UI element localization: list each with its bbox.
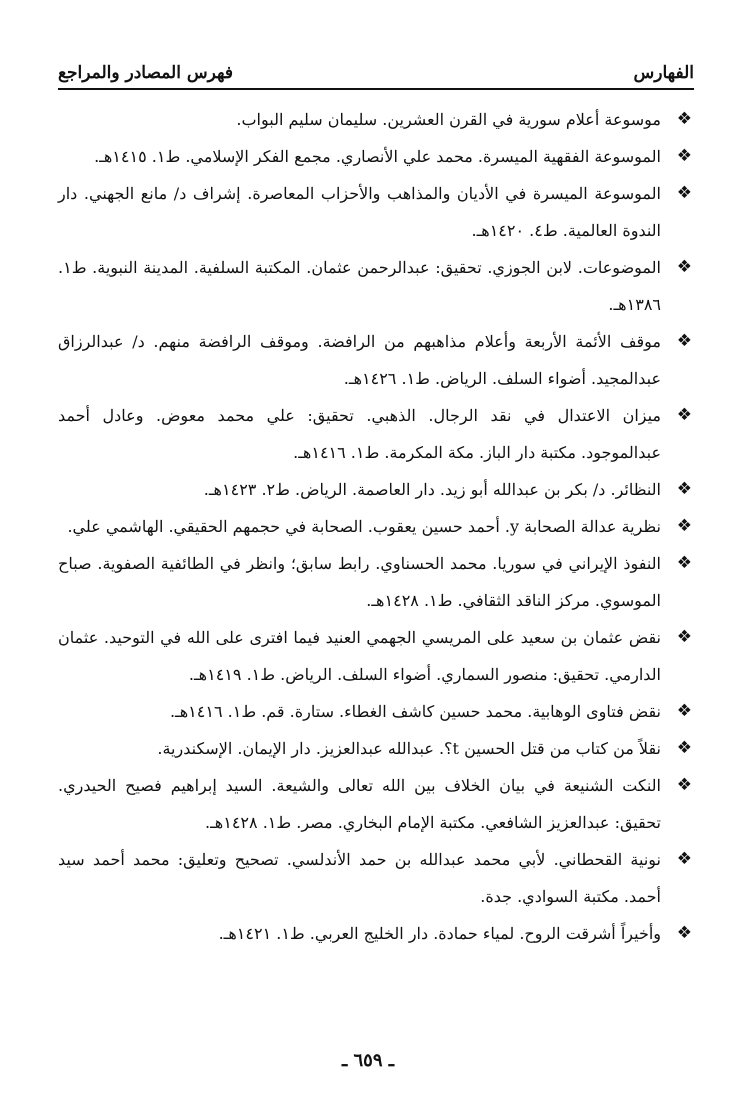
reference-text: نقض فتاوى الوهابية. محمد حسين كاشف الغطاء. ستارة. قم. ط١. ١٤١٦هـ. (169, 702, 661, 721)
reference-text: نظرية عدالة الصحابة y. أحمد حسين يعقوب. الصحابة في حجمهم الحقيقي. الهاشمي علي. (67, 517, 661, 536)
reference-entry (58, 508, 694, 545)
reference-text: موسوعة أعلام سورية في القرن العشرين. سليمان سليم البواب. (236, 110, 661, 129)
reference-text: نقض عثمان بن سعيد على المريسي الجهمي العنيد فيما افترى على الله في التوحيد. عثمان الدارمي. تحقيق: منصور السماري. أضواء السلف. الرياض. ط١. ١٤١٩هـ. (58, 628, 661, 684)
bullet-icon: ❖ (676, 627, 692, 647)
bullet-icon: ❖ (676, 331, 692, 351)
reference-entry (58, 841, 694, 915)
bullet-icon: ❖ (676, 183, 692, 203)
reference-entry (58, 101, 694, 138)
bullet-icon: ❖ (676, 701, 692, 721)
bullet-icon: ❖ (676, 146, 692, 166)
reference-entry (58, 619, 694, 693)
reference-entry (58, 915, 694, 952)
header-chapter-title: فهرس المصادر والمراجع (58, 63, 233, 83)
reference-text: الموسوعة الفقهية الميسرة. محمد علي الأنصاري. مجمع الفكر الإسلامي. ط١. ١٤١٥هـ. (94, 147, 661, 166)
reference-entry (58, 323, 694, 397)
bullet-icon: ❖ (676, 849, 692, 869)
reference-entry (58, 175, 694, 249)
reference-text: موقف الأئمة الأربعة وأعلام مذاهبهم من الرافضة. وموقف الرافضة منهم. د/ عبدالرزاق عبدالمجيد. أضواء السلف. الرياض. ط١. ١٤٢٦هـ. (58, 332, 661, 388)
reference-entry (58, 693, 694, 730)
reference-text: الموضوعات. لابن الجوزي. تحقيق: عبدالرحمن عثمان. المكتبة السلفية. المدينة النبوية. ط١. ١٣٨٦هـ. (58, 258, 661, 314)
reference-text: النفوذ الإيراني في سوريا. محمد الحسناوي. رابط سابق؛ وانظر في الطائفية الصفوية. صباح الموسوي. مركز الناقد الثقافي. ط١. ١٤٢٨هـ. (58, 554, 661, 610)
reference-entry (58, 767, 694, 841)
reference-entry (58, 730, 694, 767)
reference-text: النظائر. د/ بكر بن عبدالله أبو زيد. دار العاصمة. الرياض. ط٢. ١٤٢٣هـ. (203, 480, 661, 499)
reference-text: النكت الشنيعة في بيان الخلاف بين الله تعالى والشيعة. السيد إبراهيم فصيح الحيدري. تحقيق: عبدالعزيز الشافعي. مكتبة الإمام البخاري. مصر. ط١. ١٤٢٨هـ. (58, 776, 661, 832)
page-number: ـ ٦٥٩ ـ (341, 1050, 395, 1071)
bullet-icon: ❖ (676, 553, 692, 573)
bullet-icon: ❖ (676, 479, 692, 499)
references-list (58, 101, 694, 952)
header-section-title: الفهارس (633, 63, 694, 83)
bullet-icon: ❖ (676, 257, 692, 277)
bullet-icon: ❖ (676, 775, 692, 795)
header-rule (58, 88, 694, 90)
bullet-icon: ❖ (676, 738, 692, 758)
reference-text: وأخيراً أشرقت الروح. لمياء حمادة. دار الخليج العربي. ط١. ١٤٢١هـ. (218, 924, 661, 943)
reference-entry (58, 471, 694, 508)
bullet-icon: ❖ (676, 405, 692, 425)
reference-entry (58, 138, 694, 175)
bullet-icon: ❖ (676, 516, 692, 536)
reference-text: الموسوعة الميسرة في الأديان والمذاهب والأحزاب المعاصرة. إشراف د/ مانع الجهني. دار الندوة العالمية. ط٤. ١٤٢٠هـ. (58, 184, 661, 240)
bullet-icon: ❖ (676, 923, 692, 943)
reference-text: نونية القحطاني. لأبي محمد عبدالله بن حمد الأندلسي. تصحيح وتعليق: محمد أحمد سيد أحمد. مكتبة السوادي. جدة. (58, 850, 661, 906)
reference-entry (58, 397, 694, 471)
reference-entry (58, 545, 694, 619)
bullet-icon: ❖ (676, 109, 692, 129)
running-header (58, 60, 694, 86)
reference-entry (58, 249, 694, 323)
reference-text: ميزان الاعتدال في نقد الرجال. الذهبي. تحقيق: علي محمد معوض. وعادل أحمد عبدالموجود. مكتبة دار الباز. مكة المكرمة. ط١. ١٤١٦هـ. (58, 406, 661, 462)
reference-text: نقلاً من كتاب من قتل الحسين t؟. عبدالله عبدالعزيز. دار الإيمان. الإسكندرية. (157, 739, 661, 758)
